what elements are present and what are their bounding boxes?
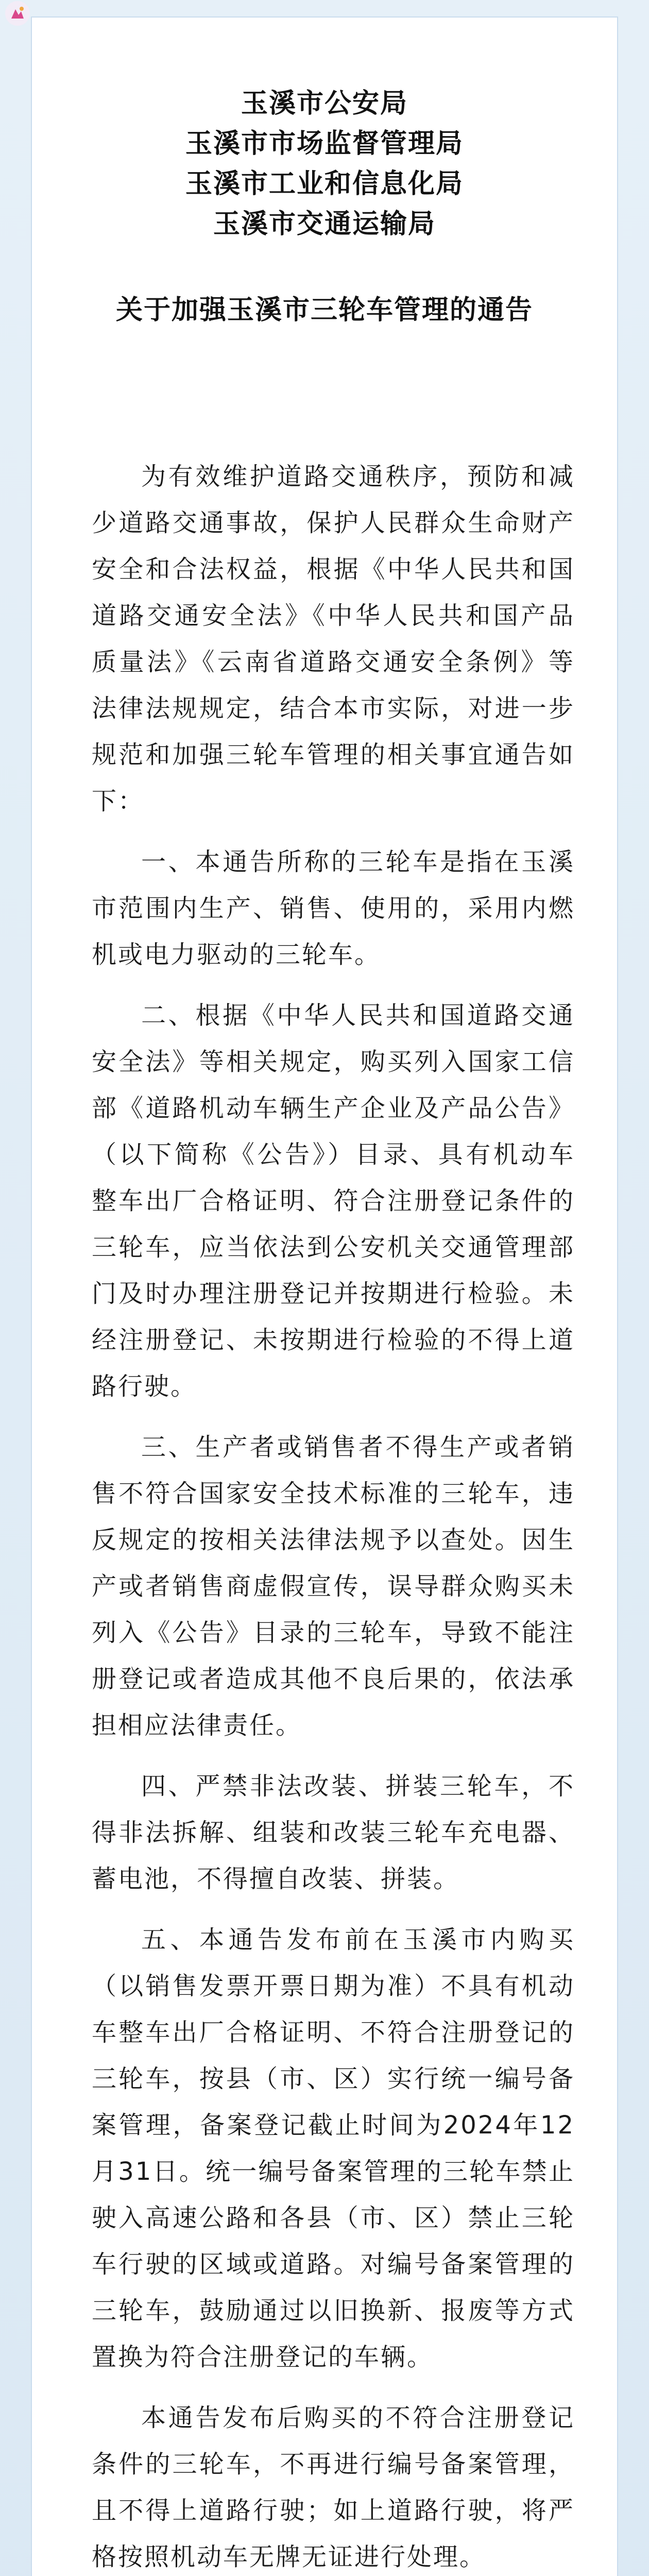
paragraph-article-2: 二、根据《中华人民共和国道路交通安全法》等相关规定，购买列入国家工信部《道路机动车辆生产企业及产品公告》（以下简称《公告》）目录、具有机动车整车出厂合格证明、符合注册登记条件的三轮车，应当依法到公安机关交通管理部门及时办理注册登记并按期进行检验。未经注册登记、未按期进行检验的不得上道路行驶。 [92,1001,575,1401]
notice-body [92,453,575,2576]
paragraph-intro: 为有效维护道路交通秩序，预防和减少道路交通事故，保护人民群众生命财产安全和合法权益，根据《中华人民共和国道路交通安全法》《中华人民共和国产品质量法》《云南省道路交通安全条例》等法律法规规定，结合本市实际，对进一步规范和加强三轮车管理的相关事宜通告如下： [92,462,575,816]
app-logo-icon [5,1,30,26]
issuer-heading: 玉溪市工业和信息化局 [185,168,464,199]
issuer-heading: 玉溪市市场监督管理局 [185,128,464,159]
paragraph-article-1: 一、本通告所称的三轮车是指在玉溪市范围内生产、销售、使用的，采用内燃机或电力驱动的三轮车。 [92,848,575,969]
issuers-header [32,83,617,244]
issuer-heading: 玉溪市公安局 [241,88,408,119]
paragraph-article-5-supplement: 本通告发布后购买的不符合注册登记条件的三轮车，不再进行编号备案管理，且不得上道路行驶；如上道路行驶，将严格按照机动车无牌无证进行处理。 [92,2403,575,2571]
app-logo-svg [9,5,26,22]
paragraph-article-4: 四、严禁非法改装、拼装三轮车，不得非法拆解、组装和改装三轮车充电器、蓄电池，不得擅自改装、拼装。 [92,1772,575,1893]
issuer-heading: 玉溪市交通运输局 [213,209,436,240]
notice-title: 关于加强玉溪市三轮车管理的通告 [115,295,533,326]
paragraph-article-5: 五、本通告发布前在玉溪市内购买（以销售发票开票日期为准）不具有机动车整车出厂合格证明、不符合注册登记的三轮车，按县（市、区）实行统一编号备案管理，备案登记截止时间为2024年12月31日。统一编号备案管理的三轮车禁止驶入高速公路和各县（市、区）禁止三轮车行驶的区域或道路。对编号备案管理的三轮车，鼓励通过以旧换新、报废等方式置换为符合注册登记的车辆。 [92,1925,575,2371]
paragraph-article-3: 三、生产者或销售者不得生产或者销售不符合国家安全技术标准的三轮车，违反规定的按相关法律法规予以查处。因生产或者销售商虚假宣传，误导群众购买未列入《公告》目录的三轮车，导致不能注册登记或者造成其他不良后果的，依法承担相应法律责任。 [92,1433,575,1740]
